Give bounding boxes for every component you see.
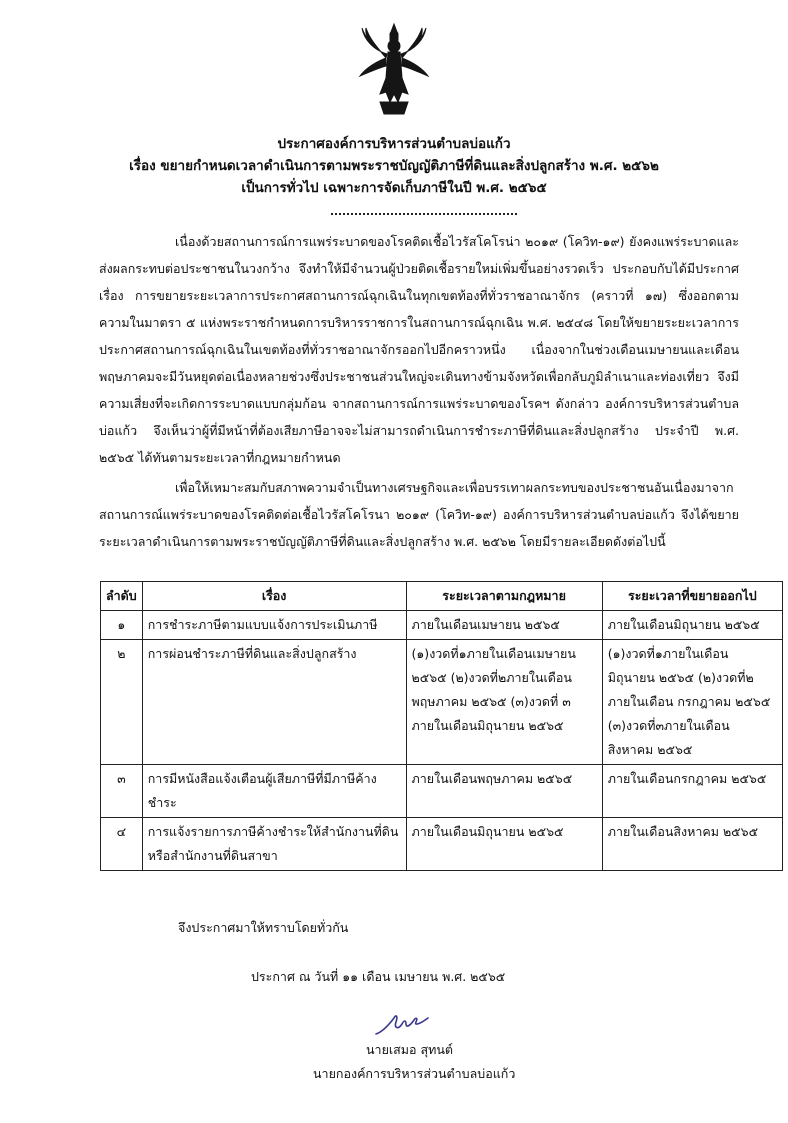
row-no: ๔ xyxy=(101,818,143,871)
row-extended-period: ภายในเดือนสิงหาคม ๒๕๖๕ xyxy=(602,818,782,871)
garuda-emblem-icon xyxy=(356,22,432,116)
closing-text: จึงประกาศมาให้ทราบโดยทั่วกัน xyxy=(178,920,349,935)
table-row xyxy=(101,818,783,871)
body-paragraph-1 xyxy=(99,228,739,471)
row-subject: การชำระภาษีตามแบบแจ้งการประเมินภาษี xyxy=(142,611,406,640)
body-paragraph-1-text: เนื่องด้วยสถานการณ์การแพร่ระบาดของโรคติดเชื้อไวรัสโคโรน่า ๒๐๑๙ (โควิท-๑๙) ยังคงแพร่ระบาดและส่งผลกระทบต่อประชาชนในวงกว้าง จึงทำให้มีจำนวนผู้ป่วยติดเชื้อรายใหม่เพิ่มขึ้นอย่างรวดเร็ว ประกอบกับได้มีประกาศ เรื่อง การขยายระยะเวลาการประกาศสถานการณ์ฉุกเฉินในทุกเขตท้องที่ทั่วราชอาณาจักร (คราวที่ ๑๗) ซึ่งออกตามความในมาตรา ๕ แห่งพระราชกำหนดการบริหารราชการในสถานการณ์ฉุกเฉิน พ.ศ. ๒๕๔๘ โดยให้ขยายระยะเวลาการประกาศสถานการณ์ฉุกเฉินในเขตท้องที่ทั่วราชอาณาจักรออกไปอีกคราวหนึ่ง เนื่องจากในช่วงเดือนเมษายนและเดือนพฤษภาคมจะมีวันหยุดต่อเนื่องหลายช่วงซึ่งประชาชนส่วนใหญ่จะเดินทางข้ามจังหวัดเพื่อกลับภูมิลำเนาและท่องเที่ยว จึงมีความเสี่ยงที่จะเกิดการระบาดแบบกลุ่มก้อน จากสถานการณ์การแพร่ระบาดของโรคฯ ดังกล่าว องค์การบริหารส่วนตำบลบ่อแก้ว จึงเห็นว่าผู้ที่มีหน้าที่ต้องเสียภาษีอาจจะไม่สามารถดำเนินการชำระภาษีที่ดินและสิ่งปลูกสร้าง ประจำปี พ.ศ. ๒๕๖๕ ได้ทันตามระยะเวลาที่กฎหมายกำหนด xyxy=(99,234,739,465)
announcement-subject: เรื่อง ขยายกำหนดเวลาดำเนินการตามพระราชบัญญัติภาษีที่ดินและสิ่งปลูกสร้าง พ.ศ. ๒๕๖๒ xyxy=(129,158,659,174)
divider-dotted xyxy=(331,213,517,215)
header-legal-period: ระยะเวลาตามกฎหมาย xyxy=(406,582,602,611)
row-legal-period: ภายในเดือนเมษายน ๒๕๖๕ xyxy=(406,611,602,640)
header-extended-period: ระยะเวลาที่ขยายออกไป xyxy=(602,582,782,611)
signer-title: นายกองค์การบริหารส่วนตำบลบ่อแก้ว xyxy=(313,1066,516,1081)
table-header-row xyxy=(101,582,783,611)
table-row xyxy=(101,765,783,818)
row-subject: การแจ้งรายการภาษีค้างชำระให้สำนักงานที่ดินหรือสำนักงานที่ดินสาขา xyxy=(142,818,406,871)
body-paragraph-2 xyxy=(99,474,739,555)
extension-table xyxy=(100,581,783,871)
announcement-date: ประกาศ ณ วันที่ ๑๑ เดือน เมษายน พ.ศ. ๒๕๖๕ xyxy=(251,969,506,984)
row-extended-period: ภายในเดือนกรกฎาคม ๒๕๖๕ xyxy=(602,765,782,818)
header-no: ลำดับ xyxy=(101,582,143,611)
row-no: ๓ xyxy=(101,765,143,818)
row-extended-period: ภายในเดือนมิถุนายน ๒๕๖๕ xyxy=(602,611,782,640)
row-subject: การผ่อนชำระภาษีที่ดินและสิ่งปลูกสร้าง xyxy=(142,640,406,765)
table-row xyxy=(101,611,783,640)
announcement-org-title: ประกาศองค์การบริหารส่วนตำบลบ่อแก้ว xyxy=(277,136,511,152)
row-legal-period: (๑)งวดที่๑ภายในเดือนเมษายน ๒๕๖๕ (๒)งวดที่๒ภายในเดือนพฤษภาคม ๒๕๖๕ (๓)งวดที่ ๓ ภายในเดือนมิถุนายน ๒๕๖๕ xyxy=(406,640,602,765)
handwritten-signature-icon xyxy=(372,1008,432,1040)
row-no: ๑ xyxy=(101,611,143,640)
signer-name: นายเสมอ สุทนต์ xyxy=(366,1042,454,1057)
row-extended-period: (๑)งวดที่๑ภายในเดือน มิถุนายน ๒๕๖๕ (๒)งวดที่๒ ภายในเดือน กรกฎาคม ๒๕๖๕ (๓)งวดที่๓ภายในเดือน สิงหาคม ๒๕๖๕ xyxy=(602,640,782,765)
row-legal-period: ภายในเดือนพฤษภาคม ๒๕๖๕ xyxy=(406,765,602,818)
row-legal-period: ภายในเดือนมิถุนายน ๒๕๖๕ xyxy=(406,818,602,871)
row-subject: การมีหนังสือแจ้งเตือนผู้เสียภาษีที่มีภาษีค้างชำระ xyxy=(142,765,406,818)
row-no: ๒ xyxy=(101,640,143,765)
table-row xyxy=(101,640,783,765)
header-subject: เรื่อง xyxy=(142,582,406,611)
body-paragraph-2-text: เพื่อให้เหมาะสมกับสภาพความจำเป็นทางเศรษฐกิจและเพื่อบรรเทาผลกระทบของประชาชนอันเนื่องมาจากสถานการณ์แพร่ระบาดของโรคติดต่อเชื้อไวรัสโคโรนา ๒๐๑๙ (โควิท-๑๙) องค์การบริหารส่วนตำบลบ่อแก้ว จึงได้ขยายระยะเวลาดำเนินการตามพระราชบัญญัติภาษีที่ดินและสิ่งปลูกสร้าง พ.ศ. ๒๕๖๒ โดยมีรายละเอียดดังต่อไปนี้ xyxy=(99,480,739,549)
announcement-subject-line2: เป็นการทั่วไป เฉพาะการจัดเก็บภาษีในปี พ.ศ. ๒๕๖๕ xyxy=(241,180,547,196)
